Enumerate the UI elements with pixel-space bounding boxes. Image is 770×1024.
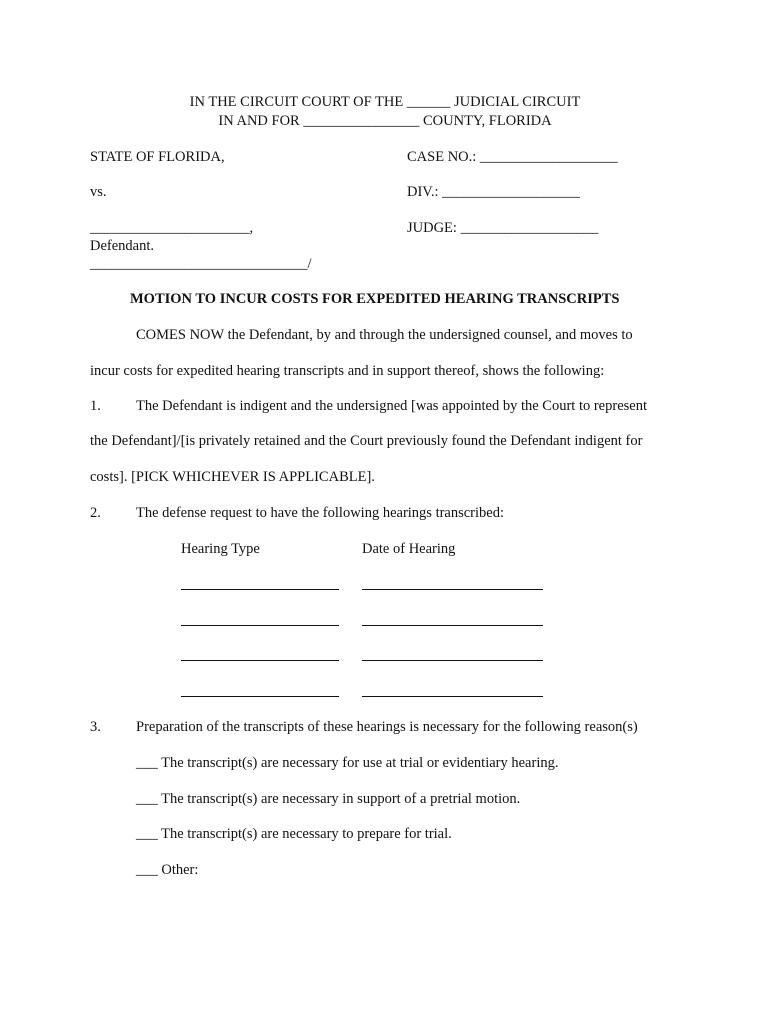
case-number-field: CASE NO.: ___________________: [407, 149, 618, 165]
hearing-type-blank: [181, 625, 339, 626]
defendant-name-blank: ______________________,: [90, 220, 254, 236]
intro-line-2: incur costs for expedited hearing transcripts and in support thereof, shows the following:: [90, 363, 605, 379]
paragraph-1-line-2: the Defendant]/[is privately retained and the Court previously found the Defendant indigent for: [90, 433, 643, 449]
reason-option-prepare-trial: ___ The transcript(s) are necessary to prepare for trial.: [136, 826, 452, 842]
reason-option-trial-evidentiary: ___ The transcript(s) are necessary for use at trial or evidentiary hearing.: [136, 755, 559, 771]
paragraph-1-line-3: costs]. [PICK WHICHEVER IS APPLICABLE].: [90, 469, 375, 485]
paragraph-1-number: 1.: [90, 398, 101, 414]
paragraph-2-number: 2.: [90, 505, 101, 521]
caption-closing-line: ______________________________/: [90, 256, 312, 272]
motion-title: MOTION TO INCUR COSTS FOR EXPEDITED HEARING TRANSCRIPTS: [130, 291, 620, 307]
paragraph-2-text: The defense request to have the following hearings transcribed:: [136, 505, 505, 521]
hearing-date-header: Date of Hearing: [362, 541, 456, 557]
reason-option-pretrial-motion: ___ The transcript(s) are necessary in support of a pretrial motion.: [136, 791, 521, 807]
division-field: DIV.: ___________________: [407, 184, 580, 200]
hearing-type-blank: [181, 589, 339, 590]
judge-field: JUDGE: ___________________: [407, 220, 599, 236]
paragraph-3-text: Preparation of the transcripts of these hearings is necessary for the following reason(s): [136, 719, 638, 735]
hearing-type-header: Hearing Type: [181, 541, 260, 557]
hearing-date-blank: [362, 696, 543, 697]
versus-label: vs.: [90, 184, 107, 200]
court-header-line-1: IN THE CIRCUIT COURT OF THE ______ JUDICIAL CIRCUIT: [189, 94, 581, 110]
court-header-line-2: IN AND FOR ________________ COUNTY, FLORIDA: [218, 113, 552, 129]
hearing-type-blank: [181, 660, 339, 661]
reason-option-other: ___ Other:: [136, 862, 199, 878]
hearing-date-blank: [362, 625, 543, 626]
intro-line-1: COMES NOW the Defendant, by and through the undersigned counsel, and moves to: [136, 327, 633, 343]
hearing-date-blank: [362, 660, 543, 661]
paragraph-1-line-1: The Defendant is indigent and the undersigned [was appointed by the Court to represent: [136, 398, 647, 414]
hearing-type-blank: [181, 696, 339, 697]
paragraph-3-number: 3.: [90, 719, 101, 735]
party-state: STATE OF FLORIDA,: [90, 149, 225, 165]
hearing-date-blank: [362, 589, 543, 590]
defendant-label: Defendant.: [90, 238, 155, 254]
